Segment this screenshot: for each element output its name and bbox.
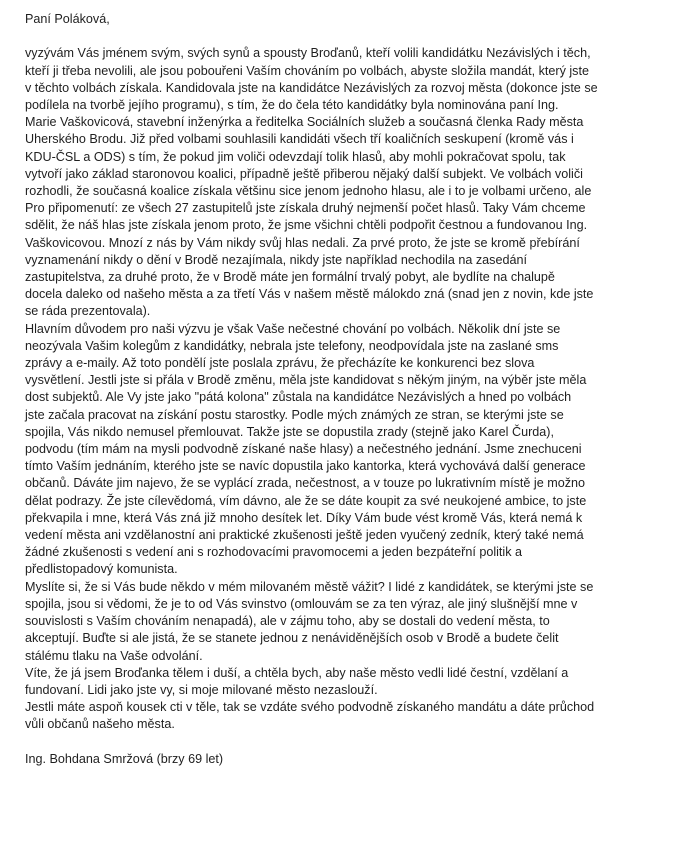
text-line: Jestli máte aspoň kousek cti v těle, tak se vzdáte svého podvodně získaného mandátu a dáte průchod	[25, 700, 595, 715]
text-line: Vaškovicovou. Mnozí z nás by Vám nikdy svůj hlas nedali. Za prvé proto, že jste se kromě přebírání	[25, 235, 580, 250]
blank-line	[25, 734, 651, 751]
text-line: zastupitelstva, za druhé proto, že v Brodě máte jen formální trvalý pobyt, ale bydlíte na chalupě	[25, 270, 555, 285]
text-line: fundovaní. Lidi jako jste vy, si moje milované město nezaslouží.	[25, 682, 378, 697]
signature: Ing. Bohdana Smržová (brzy 69 let)	[25, 751, 224, 766]
paragraph-3	[25, 579, 651, 665]
text-line: neozývala Vašim kolegům z kandidátky, nebrala jste telefony, neodpovídala jste na zaslané sms	[25, 338, 559, 353]
text-line: dost subjektů. Ale Vy jste jako "pátá kolona" zůstala na kandidátce Nezávislých a hned po volbách	[25, 390, 572, 405]
text-line: spojila, jsou si vědomi, že je to od Vás svinstvo (omlouvám se za ten výraz, ale jiný slušnější mne v	[25, 596, 578, 611]
text-line: kteří ji třeba nevolili, ale jsou pobouřeni Vaším chováním po volbách, abyste složila mandát, který jste	[25, 63, 589, 78]
text-line: Uherského Brodu. Již před volbami souhlasili kandidáti všech tří koaličních seskupení (kromě vás i	[25, 132, 574, 147]
text-line: jste začala pracovat na získání postu starostky. Podle mých známých ze stran, se kterými jste se	[25, 407, 564, 422]
text-line: tímto Vaším jednáním, kterého jste se navíc dopustila jako kantorka, která vychovává další generace	[25, 459, 586, 474]
text-line: vůli občanů našeho města.	[25, 717, 175, 732]
text-line: stálému tlaku na Vaše odvolání.	[25, 648, 203, 663]
text-line: souvislosti s Vaším chováním nenapadá), ale v zájmu toho, aby se dostali do vedení města, to	[25, 614, 550, 629]
text-line: KDU-ČSL a ODS) s tím, že pokud jim voliči odevzdají tolik hlasů, aby mohli pokračovat spolu, tak	[25, 149, 566, 164]
text-line: se ráda prezentovala).	[25, 304, 151, 319]
text-line: podílela na tvorbě jejího programu), s tím, že do čela této kandidátky byla nominována paní Ing.	[25, 98, 559, 112]
text-line: vysvětlení. Jestli jste si přála v Brodě změnu, měla jste kandidovat s někým jiným, na výběr jste měla	[25, 373, 587, 388]
text-line: vyzývám Vás jménem svým, svých synů a spousty Broďanů, kteří volili kandidátku Nezávislých i těch,	[25, 46, 591, 61]
blank-line	[25, 28, 651, 45]
text-line: podvodu (tím mám na mysli podvodně získané naše hlasy) a nečestného jednání. Jsme znechuceni	[25, 442, 582, 457]
text-line: docela daleko od našeho města a za třetí Vás v našem městě málokdo zná (snad jen z novin, kde jste	[25, 287, 594, 302]
text-line: Myslíte si, že si Vás bude někdo v mém milovaném městě vážit? I lidé z kandidátek, se kterými jste se	[25, 579, 594, 594]
text-line: Hlavním důvodem pro naši výzvu je však Vaše nečestné chování po volbách. Několik dní jste se	[25, 321, 561, 336]
text-line: spojila, Vás nikdo nemusel přemlouvat. Takže jste se dopustila zrady (stejně jako Karel Čurda),	[25, 424, 554, 439]
text-line: Marie Vaškovicová, stavební inženýrka a ředitelka Sociálních služeb a současná členka Rady města	[25, 115, 584, 130]
text-line: občanů. Dáváte jim najevo, že se vyplácí zrada, nečestnost, a v touze po lukrativním místě je možno	[25, 476, 585, 491]
salutation: Paní Poláková,	[25, 12, 110, 26]
text-line: akceptují. Buďte si ale jistá, že se stanete jednou z nenáviděnějších osob v Brodě a budete čelit	[25, 631, 559, 646]
text-line: vyznamenání nikdy o dění v Brodě nezajímala, nikdy jste například nechodila na zasedání	[25, 252, 527, 267]
text-line: žádné zkušenosti s vedení ani s rozhodovacími pravomocemi a jeden bezpáteřní politik a	[25, 545, 523, 560]
text-line: dělat podrazy. Že jste cílevědomá, vím dávno, ale že se dáte koupit za své neukojené ambice, to jste	[25, 493, 587, 508]
text-line: předlistopadový komunista.	[25, 562, 178, 577]
text-line: vedení města ani vzdělanostní ani praktické zkušenosti ještě jeden vyučený zedník, který také nemá	[25, 528, 584, 543]
paragraph-4	[25, 665, 651, 699]
paragraph-2	[25, 321, 651, 579]
text-line: Pro připomenutí: ze všech 27 zastupitelů jste získala druhý nejmenší počet hlasů. Taky Vám chceme	[25, 201, 586, 216]
text-line: sdělit, že náš hlas jste získala jenom proto, že jsme všichni chtěli podpořit čestnou a fundovanou Ing.	[25, 218, 588, 233]
paragraph-5	[25, 699, 651, 733]
text-line: rozhodli, že současná koalice získala většinu sice jenom jednoho hlasu, ale i to je volbami určeno, ale	[25, 184, 592, 199]
paragraph-1	[25, 45, 651, 320]
text-line: překvapila i mne, která Vás zná již mnoho desítek let. Díky Vám bude vést kromě Vás, která nemá k	[25, 510, 583, 525]
text-line: Víte, že já jsem Broďanka tělem i duší, a chtěla bych, aby naše město vedli lidé čestní, vzdělaní a	[25, 665, 569, 680]
text-line: v těchto volbách získala. Kandidovala jste na kandidátce Nezávislých za rozvoj města (dokonce jste se	[25, 80, 598, 95]
text-line: zprávy a e-maily. Až toto pondělí jste poslala zprávu, že přecházíte ke konkurenci bez slova	[25, 356, 535, 371]
text-line: vytvoří jako základ staronovou koalici, případně ještě přiberou nějaký další subjekt. Ve volbách voliči	[25, 166, 583, 181]
